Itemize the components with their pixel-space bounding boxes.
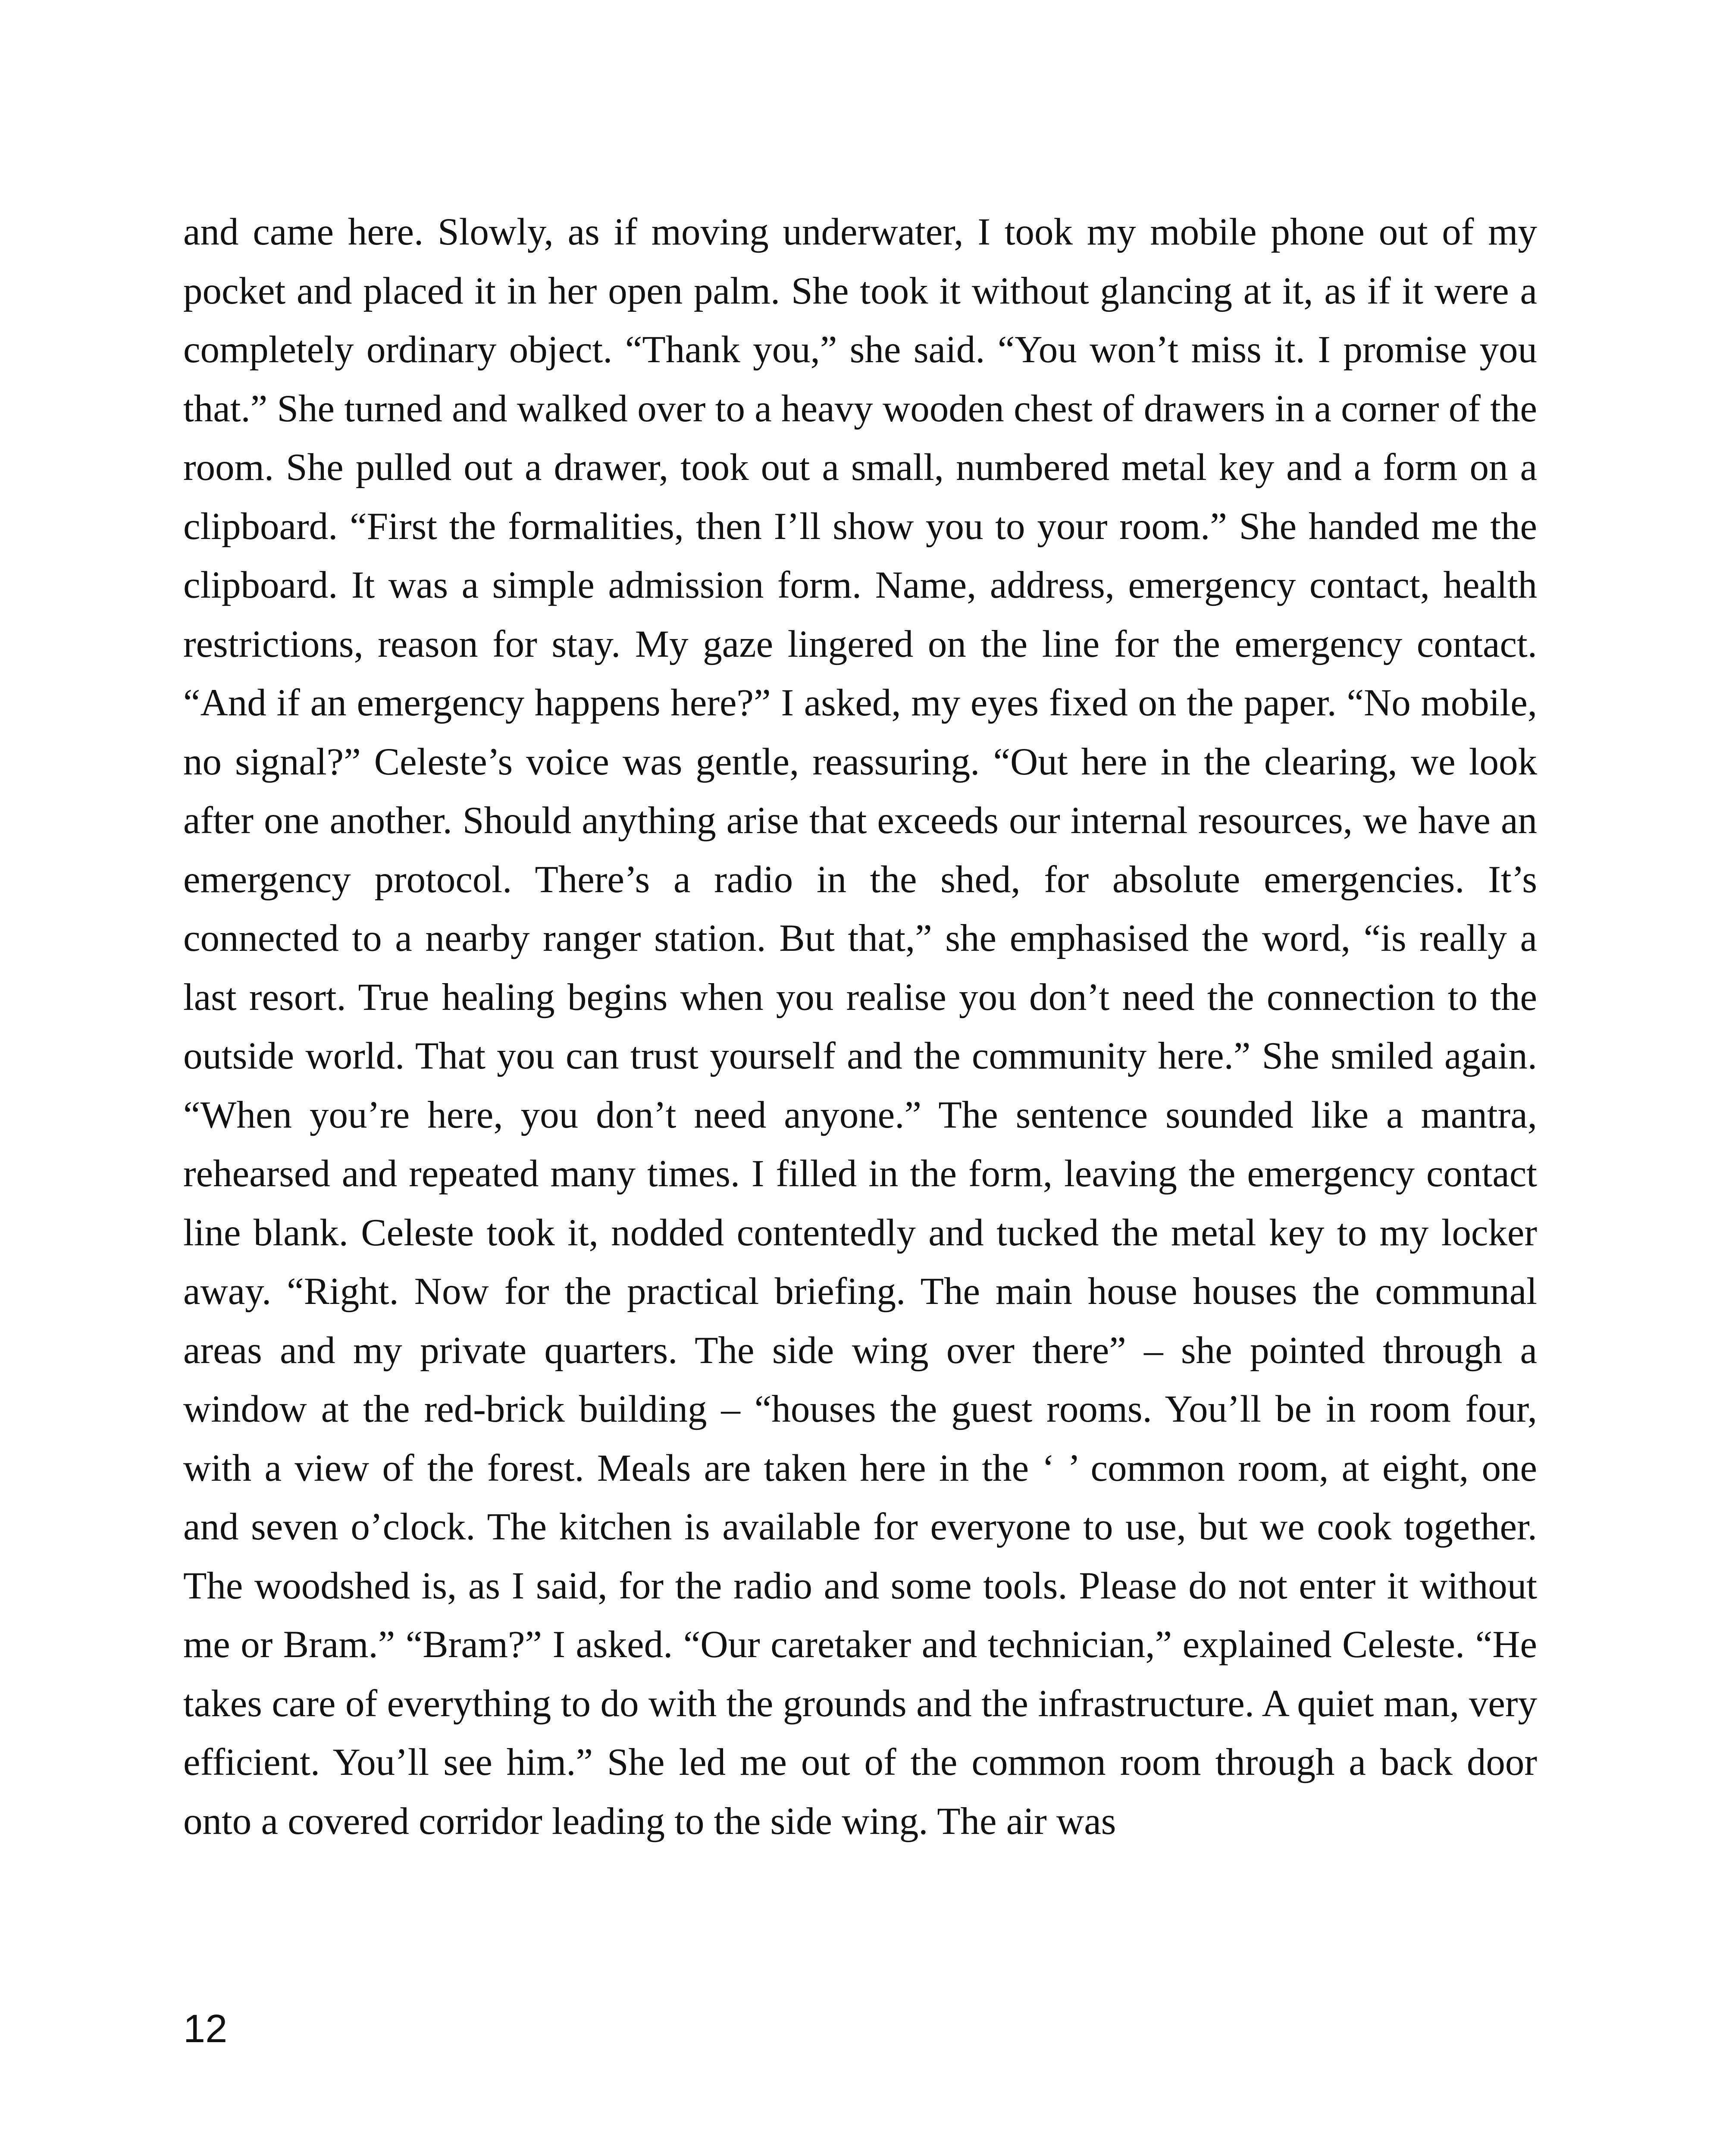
- page-number: 12: [183, 2007, 228, 2051]
- body-paragraph: and came here. Slowly, as if moving underwater, I took my mobile phone out of my pocket and placed it in her open palm. She took it without glancing at it, as if it were a completely ordinary object. “Thank you,” she said. “You won’t miss it. I promise you that.” She turned and walked over to a heavy wooden chest of drawers in a corner of the room. She pulled out a drawer, took out a small, numbered metal key and a form on a clipboard. “First the formalities, then I’ll show you to your room.” She handed me the clipboard. It was a simple admission form. Name, address, emergency contact, health restrictions, reason for stay. My gaze lingered on the line for the emergency contact. “And if an emergency happens here?” I asked, my eyes fixed on the paper. “No mobile, no signal?” Celeste’s voice was gentle, reassuring. “Out here in the clearing, we look after one another. Should anything arise that exceeds our internal resources, we have an emergency protocol. There’s a radio in the shed, for absolute emergencies. It’s connected to a nearby ranger station. But that,” she emphasised the word, “is really a last resort. True healing begins when you realise you don’t need the connection to the outside world. That you can trust yourself and the community here.” She smiled again. “When you’re here, you don’t need anyone.” The sentence sounded like a mantra, rehearsed and repeated many times. I filled in the form, leaving the emergency contact line blank. Celeste took it, nodded contentedly and tucked the metal key to my locker away. “Right. Now for the practical briefing. The main house houses the communal areas and my private quarters. The side wing over there” – she pointed through a window at the red-brick building – “houses the guest rooms. You’ll be in room four, with a view of the forest. Meals are taken here in the ‘ ’ common room, at eight, one and seven o’clock. The kitchen is available for everyone to use, but we cook together. The woodshed is, as I said, for the radio and some tools. Please do not enter it without me or Bram.” “Bram?” I asked. “Our caretaker and technician,” explained Celeste. “He takes care of everything to do with the grounds and the infrastructure. A quiet man, very efficient. You’ll see him.” She led me out of the common room through a back door onto a covered corridor leading to the side wing. The air was: [183, 211, 1537, 1843]
